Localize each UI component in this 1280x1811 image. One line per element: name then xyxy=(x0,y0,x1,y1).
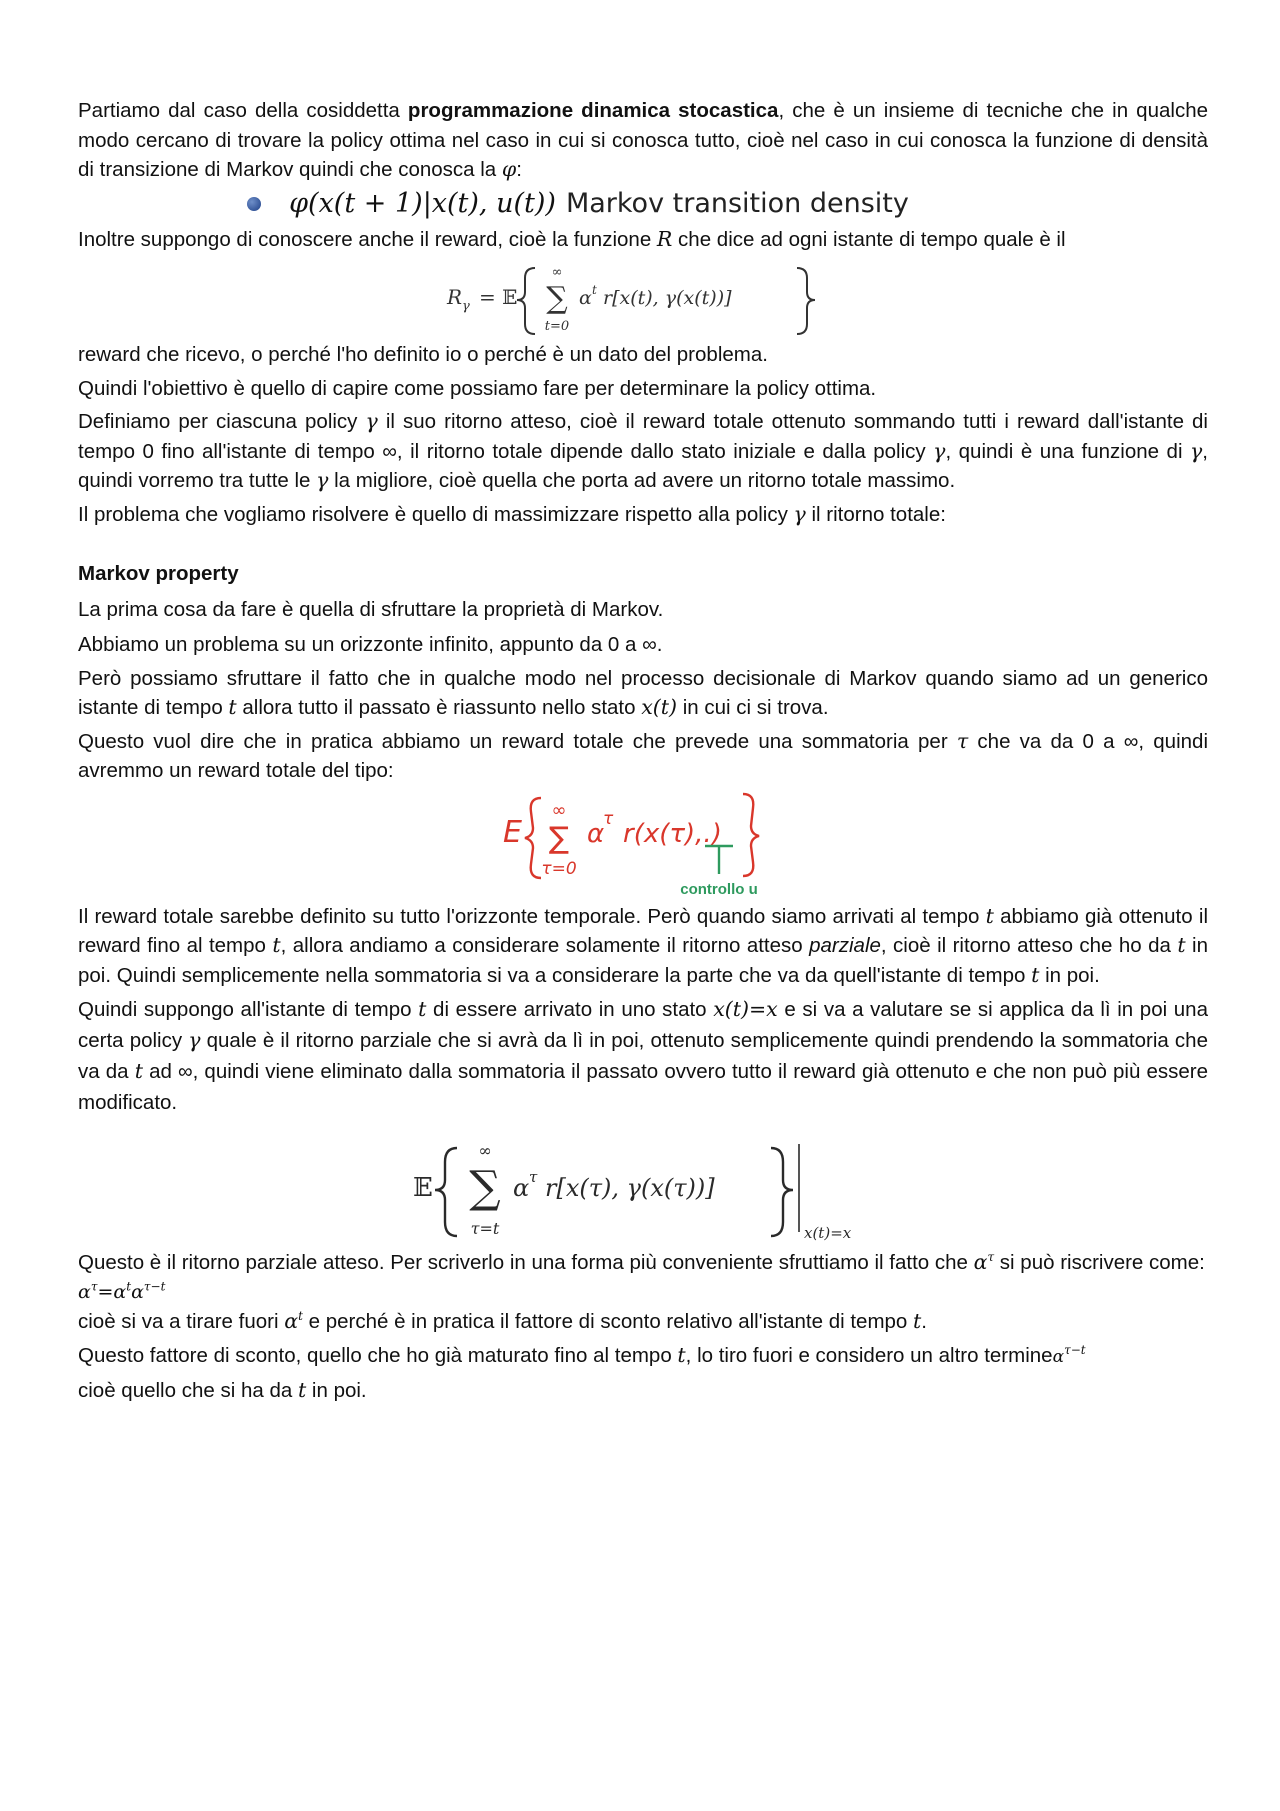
hw-body: r(x(τ),.) xyxy=(623,818,722,849)
cioe-text-c: . xyxy=(921,1310,927,1333)
horizon-paragraph: Abbiamo un problema su un orizzonte infinito, appunto da 0 a ∞. xyxy=(78,633,663,656)
eq1-body: r[x(t), γ(x(t))] xyxy=(603,287,732,309)
eq2-sum-symbol: ∑ xyxy=(469,1162,501,1213)
document-content xyxy=(78,96,1208,1406)
eq2-alpha: α xyxy=(513,1174,530,1202)
alpha-symbol: α xyxy=(1052,1346,1065,1367)
handwritten-equation xyxy=(493,790,793,902)
partial-return-equation xyxy=(403,1138,883,1242)
gamma-symbol: γ xyxy=(188,1028,201,1052)
return-equation xyxy=(433,254,853,340)
hw-alpha: α xyxy=(587,818,605,849)
intro-text: Partiamo dal caso della cosiddetta xyxy=(78,99,408,122)
problem-text-a: Il problema che vogliamo risolvere è quello di massimizzare rispetto alla policy xyxy=(78,502,794,526)
suppongo-text-c: e si va a valutare se si applica da lì in poi una certa policy xyxy=(78,998,1208,1052)
gamma-symbol: γ xyxy=(316,468,329,492)
cioe-text-b: e perché è in pratica il fattore di sconto relativo all'istante di tempo xyxy=(302,1310,914,1333)
eq1-sum-symbol: ∑ xyxy=(546,281,568,316)
suppongo-text-a: Quindi suppongo all'istante di tempo xyxy=(78,998,419,1021)
reward-intro-suffix: che dice ad ogni istante di tempo quale è il xyxy=(672,227,1066,251)
last-paragraph xyxy=(78,1376,1208,1406)
fattore-text-b: , lo tiro fuori e considero un altro termine xyxy=(685,1343,1053,1367)
intro-colon: : xyxy=(516,158,522,181)
totale-text-d: , cioè il ritorno atteso che ho da xyxy=(880,934,1178,957)
eq2-body: r[x(τ), γ(x(τ))] xyxy=(545,1174,715,1202)
eq1-eq-E: = 𝔼 xyxy=(479,285,518,309)
eq2-right-brace xyxy=(771,1148,793,1236)
problem-text-b: il ritorno totale: xyxy=(805,502,946,526)
totale-text-e: in poi. Quindi semplicemente nella sommatoria si va a considerare la parte che va da quell'istante di tempo xyxy=(78,934,1208,987)
eq2-sum-bottom: τ=t xyxy=(470,1219,500,1238)
transition-density-formula: φ(x(t + 1)|x(t), u(t)) xyxy=(289,187,556,219)
hw-sum-top: ∞ xyxy=(551,799,567,821)
control-u-annotation xyxy=(680,846,758,898)
eq1-alpha: α xyxy=(579,287,592,309)
formula-alpha-a-exp: τ xyxy=(90,1279,98,1294)
intro-text-rest: , che è un insieme di tecniche che in qualche modo cercano di trovare la policy ottima nel caso in cui si conosca tutto, cioè nel caso in cui conosca la funzione di densità di transizione di Markov quindi che conosca la xyxy=(78,99,1208,181)
definiamo-text-b: il suo ritorno atteso, cioè il reward totale ottenuto sommando tutti i reward dall'istante di tempo 0 fino all'istante di tempo ∞, il ritorno totale dipende dallo stato iniziale e dalla policy xyxy=(78,410,1208,463)
gamma-symbol: γ xyxy=(933,438,946,463)
hw-alpha-exp: τ xyxy=(603,808,614,829)
alpha-exponent: τ xyxy=(987,1250,995,1265)
markov-heading-text: Markov property xyxy=(78,562,239,585)
t-symbol: t xyxy=(985,903,994,928)
gamma-symbol: γ xyxy=(793,501,806,526)
eq1-right-brace xyxy=(797,268,815,334)
t-symbol: t xyxy=(272,933,281,957)
gamma-symbol: γ xyxy=(1190,438,1203,463)
formula-eq-sign: = xyxy=(97,1280,114,1303)
bullet-icon xyxy=(247,197,261,211)
pero-text-c: in cui ci si trova. xyxy=(677,696,829,719)
eq2-alpha-exp: τ xyxy=(529,1168,538,1186)
eq1-sum-bottom: t=0 xyxy=(544,319,570,334)
eq1-lhs: R xyxy=(447,285,463,309)
intro-paragraph xyxy=(78,96,1208,185)
definiamo-text-e: la migliore, cioè quella che porta ad avere un ritorno totale massimo. xyxy=(328,469,956,492)
t-symbol: t xyxy=(677,1342,686,1367)
suppongo-paragraph xyxy=(78,994,1208,1118)
t-symbol: t xyxy=(1031,962,1040,987)
formula-alpha-c-exp: τ−t xyxy=(143,1279,166,1294)
t-symbol: t xyxy=(134,1059,143,1083)
spacer xyxy=(78,529,1208,559)
definiamo-text-d: , quindi vorremo tra tutte le xyxy=(78,439,1208,492)
t-symbol: t xyxy=(228,695,237,719)
t-symbol: t xyxy=(297,1378,307,1402)
suppongo-text-e: ad ∞, quindi viene eliminato dalla sommatoria il passato ovvero tutto il reward già ottenuto e che non può più essere modificato. xyxy=(78,1060,1208,1114)
parziale-text-a: Questo è il ritorno parziale atteso. Per scriverlo in una forma più conveniente sfruttiamo il fatto che xyxy=(78,1251,974,1274)
parziale-paragraph xyxy=(78,1248,1208,1278)
phi-symbol: φ xyxy=(501,157,517,181)
markov-density-bullet xyxy=(0,185,1208,223)
eq1-lhs-sub: γ xyxy=(462,299,470,314)
t-symbol: t xyxy=(418,997,427,1021)
last-text-a: cioè quello che si ha da xyxy=(78,1379,298,1402)
formula-alpha-b: α xyxy=(113,1280,127,1303)
hw-note: controllo u xyxy=(680,880,758,898)
cioe-text-a: cioè si va a tirare fuori xyxy=(78,1310,285,1333)
hw-E: E xyxy=(503,814,522,850)
transition-density-label: Markov transition density xyxy=(565,187,909,219)
markov-property-heading xyxy=(78,559,1208,589)
totale-text-b: abbiamo già ottenuto il reward fino al tempo xyxy=(78,904,1208,957)
parziale-italic: parziale xyxy=(809,934,881,957)
hw-sum-symbol: ∑ xyxy=(548,820,570,856)
definiamo-text-c: , quindi è una funzione di xyxy=(945,439,1191,463)
alpha-symbol: α xyxy=(973,1250,988,1274)
R-symbol: R xyxy=(656,226,673,251)
alpha-exponent: t xyxy=(298,1309,303,1324)
reward-continue-paragraph: reward che ricevo, o perché l'ho definito io o perché è un dato del problema. xyxy=(78,343,768,366)
eq1-left-brace xyxy=(517,268,535,334)
totale-text-a: Il reward totale sarebbe definito su tutto l'orizzonte temporale. Però quando siamo arrivati al tempo xyxy=(78,904,986,928)
eq2-E: 𝔼 xyxy=(413,1173,433,1203)
eq2-cond: x(t)=x xyxy=(804,1224,852,1242)
hw-left-brace xyxy=(525,798,541,878)
problem-paragraph xyxy=(78,500,1208,530)
intro-bold-term: programmazione dinamica stocastica xyxy=(407,99,779,122)
alpha-factorization xyxy=(78,1278,1208,1308)
first-step-paragraph: La prima cosa da fare è quella di sfruttare la proprietà di Markov. xyxy=(78,597,664,621)
reward-intro-paragraph xyxy=(78,225,1208,255)
eq1-alpha-exp: t xyxy=(592,283,597,297)
eq2-left-brace xyxy=(435,1148,457,1236)
fattore-text-a: Questo fattore di sconto, quello che ho già maturato fino al tempo xyxy=(78,1343,678,1367)
alpha-symbol: α xyxy=(284,1309,299,1333)
last-text-b: in poi. xyxy=(306,1379,367,1402)
tau-symbol: τ xyxy=(956,728,969,753)
questo-paragraph xyxy=(78,727,1208,786)
questo-text-a: Questo vuol dire che in pratica abbiamo un reward totale che prevede una sommatoria per xyxy=(78,729,957,753)
hw-sum-bottom: τ=0 xyxy=(541,858,577,879)
state-symbol: x(t) xyxy=(641,695,678,719)
totale-paragraph xyxy=(78,902,1208,991)
parziale-text-b: si può riscrivere come: xyxy=(994,1251,1205,1274)
eq2-sum-top: ∞ xyxy=(478,1141,492,1160)
suppongo-text-d: quale è il ritorno parziale che si avrà da lì in poi, ottenuto semplicemente quindi prendendo la sommatoria che va da xyxy=(78,1029,1208,1083)
cioe-paragraph xyxy=(78,1307,1208,1337)
hw-right-brace xyxy=(743,794,759,876)
totale-text-f: in poi. xyxy=(1039,963,1100,987)
pero-text-a: Però possiamo sfruttare il fatto che in qualche modo nel processo decisionale di Markov quando siamo ad un generico istante di tempo xyxy=(78,666,1208,719)
formula-alpha-a: α xyxy=(78,1280,91,1303)
questo-text-b: che va da 0 a ∞, quindi avremmo un reward totale del tipo: xyxy=(78,729,1208,782)
eq1-sum-top: ∞ xyxy=(551,265,563,280)
objective-paragraph: Quindi l'obiettivo è quello di capire come possiamo fare per determinare la policy ottima. xyxy=(78,376,877,400)
fattore-paragraph xyxy=(78,1341,1208,1373)
formula-alpha-c: α xyxy=(131,1280,144,1303)
alpha-exponent: τ−t xyxy=(1064,1342,1086,1357)
t-symbol: t xyxy=(913,1309,922,1333)
reward-intro-text: Inoltre suppongo di conoscere anche il reward, cioè la funzione xyxy=(78,227,657,251)
pero-text-b: allora tutto il passato è riassunto nello stato xyxy=(236,696,642,719)
definiamo-text-a: Definiamo per ciascuna policy xyxy=(78,410,366,433)
formula-alpha-b-exp: t xyxy=(126,1279,132,1294)
pero-paragraph xyxy=(78,664,1208,723)
state-equality: x(t)=x xyxy=(713,997,778,1021)
totale-text-c: , allora andiamo a considerare solamente il ritorno atteso xyxy=(280,934,810,957)
gamma-symbol: γ xyxy=(365,409,378,433)
suppongo-text-b: di essere arrivato in uno stato xyxy=(426,998,714,1021)
t-symbol: t xyxy=(1177,933,1186,957)
definiamo-paragraph xyxy=(78,407,1208,496)
